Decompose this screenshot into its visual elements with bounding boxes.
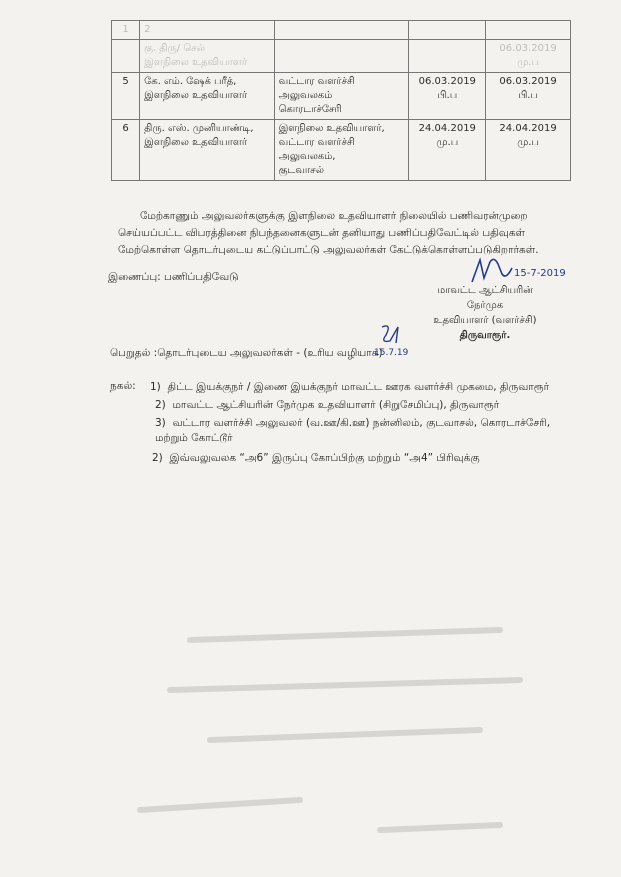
row-name-line1: கு. திரு/ செல் <box>144 43 205 54</box>
copy-item-num: 3) <box>155 417 166 429</box>
row-name-line1: கே. எம். ஷேக் பரீத், <box>144 76 237 87</box>
row-place-line2: வட்டார வளர்ச்சி அலுவலகம், <box>278 137 355 162</box>
initial-date: 15.7.19 <box>374 348 409 358</box>
row-place-line1: வட்டார வளர்ச்சி அலுவலகம் <box>278 76 355 101</box>
row-name-line2: இளநிலை உதவியாளர் <box>144 137 248 148</box>
row-num: 6 <box>112 120 140 181</box>
reverse-side-bleed <box>80 600 580 860</box>
row-date2-line2: பி.ப <box>518 90 538 101</box>
copy-item <box>155 416 575 446</box>
table-row <box>112 73 571 120</box>
copy-label: நகல்: <box>110 380 136 392</box>
table-row <box>112 120 571 181</box>
row-place <box>274 40 409 73</box>
copy-item <box>155 398 499 413</box>
row-place-line2: கொரடாச்சேரி <box>278 104 342 115</box>
row-date2-line1: 24.04.2019 <box>499 123 557 134</box>
header-cell-place <box>274 21 409 40</box>
row-date2-line2: மு.ப <box>517 137 539 148</box>
row-num: 5 <box>112 73 140 120</box>
copy-item-num: 2) <box>152 452 163 464</box>
body-paragraph: மேற்காணும் அலுவலர்களுக்கு இளநிலை உதவியாளர் நிலையில் பணிவரன்முறை செய்யப்பட்ட விபரத்தினை நிபந்தனைகளுடன் தனியாது பணிப்பதிவேட்டில் பதிவுகள் மேற்கொள்ள தொடர்புடைய கட்டுப்பாட்டு அலுவலர்கள் கேட்டுக்கொள்ளப்படுகிறார்கள். <box>118 210 539 256</box>
row-date2 <box>486 73 571 120</box>
copy-item-text: இவ்வலுவலக “அ6” இருப்பு கோப்பிற்கு மற்றும் “அ4” பிரிவுக்கு <box>169 452 480 464</box>
copy-item-num: 1) <box>150 381 161 393</box>
row-date2-line2: மு.ப <box>517 57 539 68</box>
header-cell-name: 2 <box>140 21 274 40</box>
row-name-line1: திரு. எஸ். முனியாண்டி, <box>144 123 254 134</box>
signatory-line1: மாவட்ட ஆட்சியரின் நேர்முக <box>437 285 533 311</box>
row-date1 <box>409 40 486 73</box>
copy-item-text: வட்டார வளர்ச்சி அலுவலர் (வ.ஊ/கி.ஊ) நன்னிலம், குடவாசல், கொரடாச்சேரி, மற்றும் கோட்டூர் <box>155 417 551 444</box>
header-cell-num: 1 <box>112 21 140 40</box>
row-date1 <box>409 120 486 181</box>
signature-date: 15-7-2019 <box>514 268 566 279</box>
row-name <box>140 40 274 73</box>
copy-item-text: மாவட்ட ஆட்சியரின் நேர்முக உதவியாளர் (சிறுசேமிப்பு), திருவாரூர் <box>172 399 500 411</box>
row-date1-line1: 06.03.2019 <box>418 76 476 87</box>
row-date1 <box>409 73 486 120</box>
table-header-row <box>112 21 571 40</box>
row-date1-line2: பி.ப <box>437 90 458 101</box>
copy-item-num: 2) <box>155 399 166 411</box>
row-name-line2: இளநிலை உதவியாளர் <box>144 90 248 101</box>
staff-table <box>111 20 571 181</box>
signatory-line2: உதவியாளர் (வளர்ச்சி) <box>433 315 537 326</box>
row-name-line2: இளநிலை உதவியாளர் <box>144 57 248 68</box>
row-date2-line1: 06.03.2019 <box>499 76 557 87</box>
copy-item <box>150 380 549 395</box>
recipients-line: பெறுதல் :தொடர்புடைய அலுவலர்கள் - (உரிய வழியாக) <box>110 347 383 359</box>
row-name <box>140 73 274 120</box>
header-cell-date1 <box>409 21 486 40</box>
row-place-line3: குடவாசல் <box>278 165 324 176</box>
row-date2 <box>486 40 571 73</box>
signatory-line3: திருவாரூர். <box>459 330 511 341</box>
copy-item <box>152 451 480 466</box>
row-date2-line1: 06.03.2019 <box>499 43 557 54</box>
row-date2 <box>486 120 571 181</box>
row-place <box>274 120 409 181</box>
row-date1-line2: மு.ப <box>436 137 459 148</box>
row-date1-line1: 24.04.2019 <box>418 123 476 134</box>
row-num <box>112 40 140 73</box>
row-place-line1: இளநிலை உதவியாளர், <box>278 123 385 134</box>
signatory-block <box>420 283 550 343</box>
attachment-note: இணைப்பு: பணிப்பதிவேடு <box>108 271 239 283</box>
table-row <box>112 40 571 73</box>
row-place <box>274 73 409 120</box>
row-name <box>140 120 274 181</box>
header-cell-date2 <box>486 21 571 40</box>
copy-item-text: திட்ட இயக்குநர் / இணை இயக்குநர் மாவட்ட ஊரக வளர்ச்சி முகமை, திருவாரூர் <box>167 381 550 393</box>
